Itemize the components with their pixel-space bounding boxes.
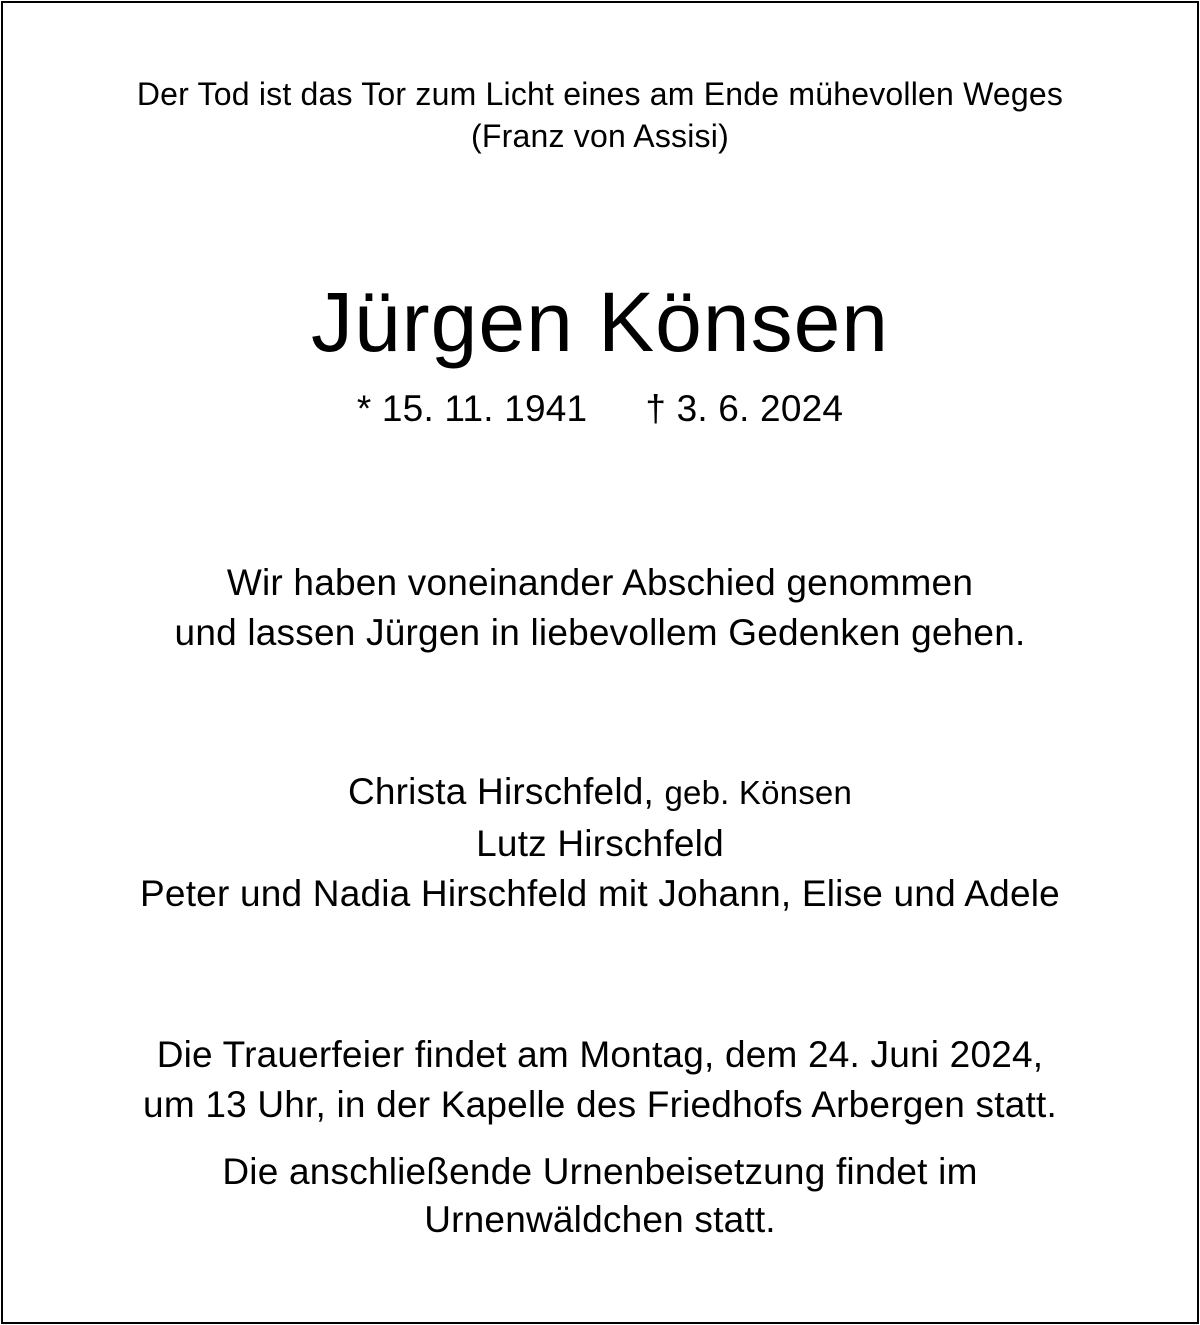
mourner-line-1 xyxy=(0,771,1200,813)
mourner-name: Christa Hirschfeld, xyxy=(347,771,655,812)
birth-date: * 15. 11. 1941 xyxy=(356,388,588,429)
quote-text: Der Tod ist das Tor zum Licht eines am Ende mühevollen Weges xyxy=(136,76,1064,112)
quote-author: (Franz von Assisi) xyxy=(471,118,729,154)
death-date: † 3. 6. 2024 xyxy=(645,388,844,429)
message-line-1: Wir haben voneinander Abschied genommen xyxy=(226,562,974,603)
service-line-2: um 13 Uhr, in der Kapelle des Friedhofs Arbergen statt. xyxy=(143,1084,1057,1125)
life-dates xyxy=(0,388,1200,430)
message-line-2: und lassen Jürgen in liebevollem Gedenken gehen. xyxy=(174,612,1026,653)
burial-line-1: Die anschließende Urnenbeisetzung findet im xyxy=(222,1151,978,1192)
service-line-1: Die Trauerfeier findet am Montag, dem 24. Juni 2024, xyxy=(156,1034,1044,1075)
burial-line-2: Urnenwäldchen statt. xyxy=(424,1199,776,1240)
mourner-line-2: Lutz Hirschfeld xyxy=(476,823,724,864)
deceased-name: Jürgen Könsen xyxy=(310,275,890,369)
mourner-maiden-name: geb. Könsen xyxy=(664,774,853,811)
mourner-line-3: Peter und Nadia Hirschfeld mit Johann, Elise und Adele xyxy=(140,873,1060,914)
